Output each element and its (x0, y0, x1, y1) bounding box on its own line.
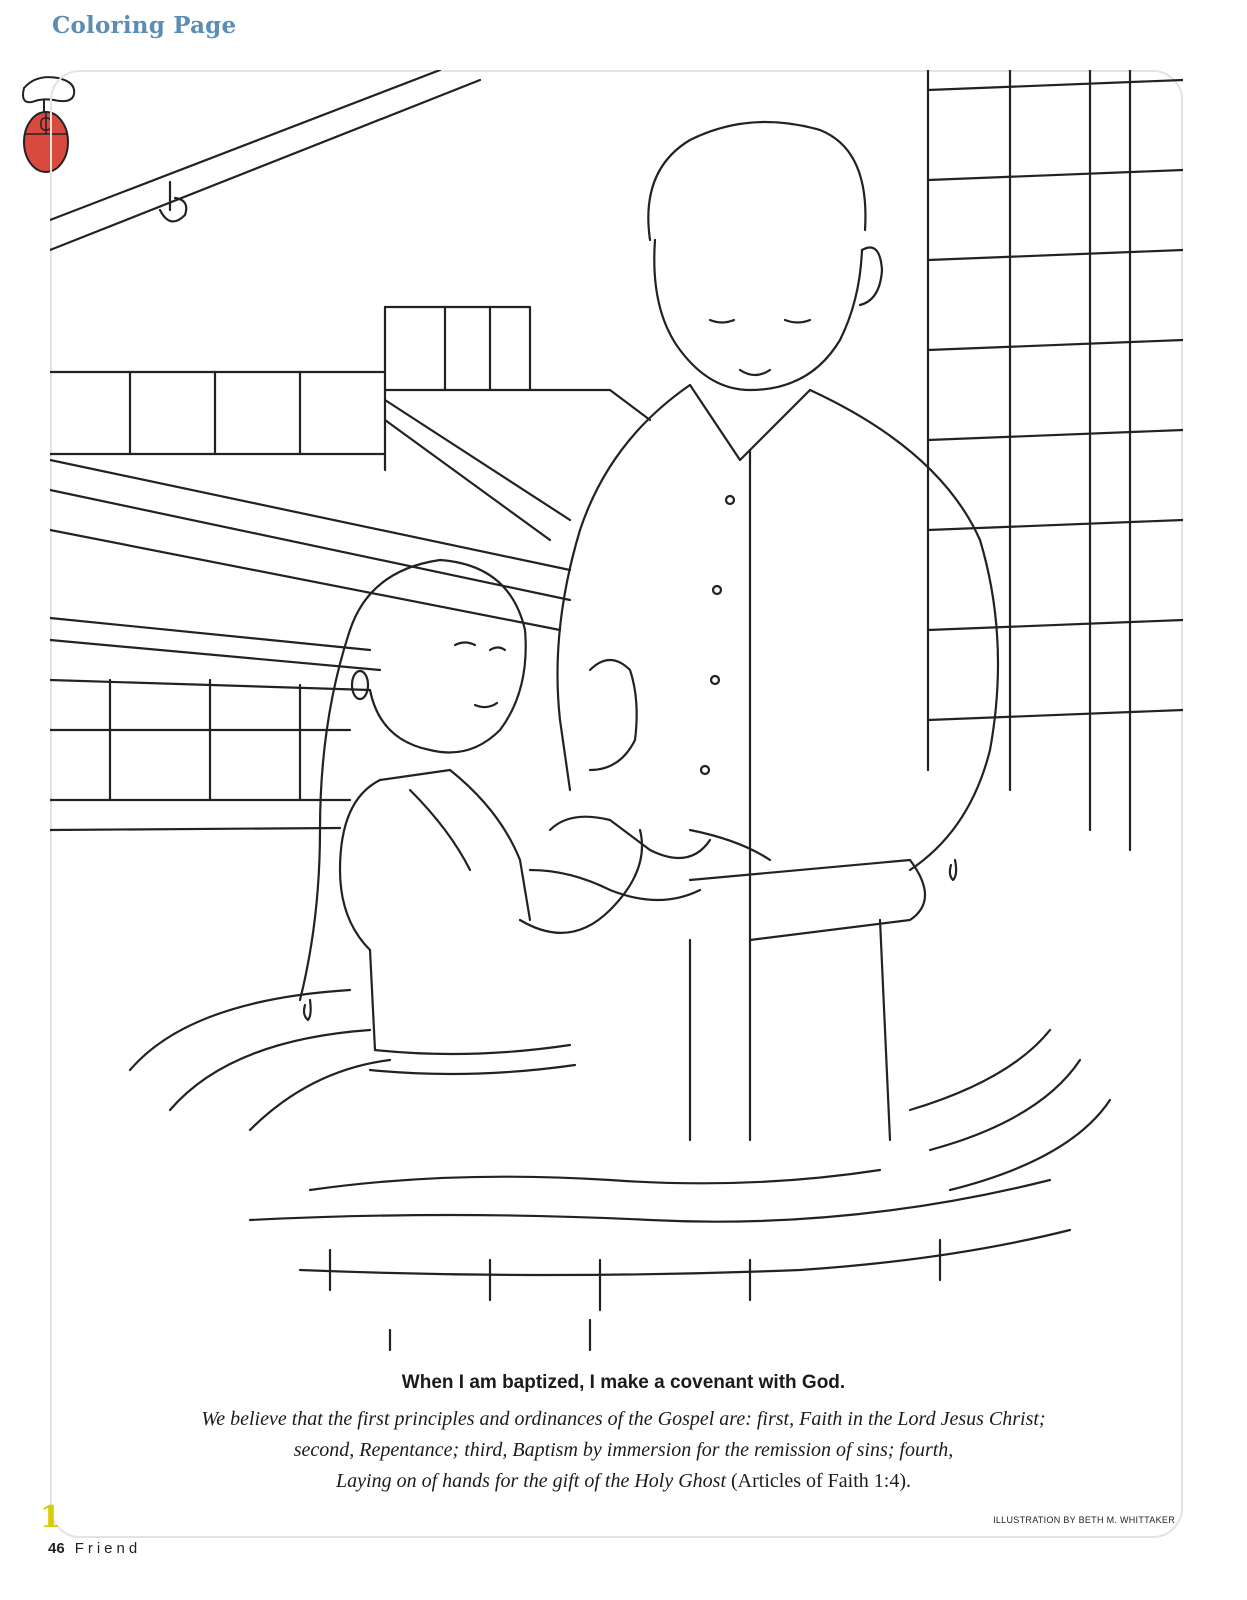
verse-reference: (Articles of Faith 1:4). (731, 1470, 911, 1492)
scripture-verse (0, 1404, 1247, 1497)
page-title: Coloring Page (52, 12, 237, 39)
verse-line-3: Laying on of hands for the gift of the Holy Ghost (336, 1470, 727, 1492)
page-footer (48, 1540, 141, 1557)
page-number: 46 (48, 1540, 65, 1557)
corner-mark: 1 (40, 1500, 61, 1535)
baptism-illustration (50, 70, 1183, 1360)
illustration-credit: ILLUSTRATION BY BETH M. WHITTAKER (993, 1515, 1175, 1525)
caption-heading: When I am baptized, I make a covenant with God. (401, 1372, 846, 1393)
verse-line-1: We believe that the first principles and ordinances of the Gospel are: first, Faith in the Lord Jesus Christ; (201, 1408, 1046, 1430)
verse-line-2: second, Repentance; third, Baptism by immersion for the remission of sins; fourth, (293, 1439, 954, 1461)
magazine-name: Friend (74, 1540, 142, 1557)
